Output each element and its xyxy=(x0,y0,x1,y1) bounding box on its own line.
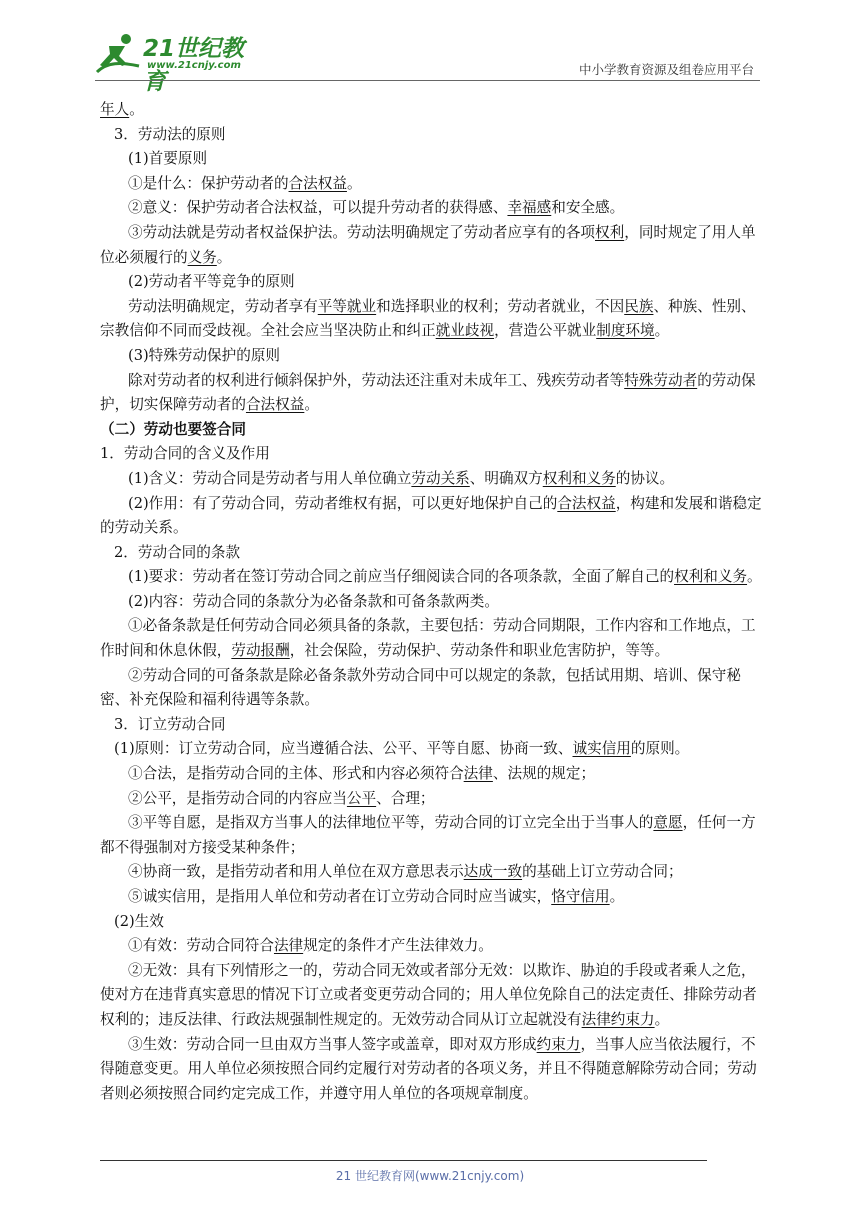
paragraph: (1)原则：订立劳动合同，应当遵循合法、公平、平等自愿、协商一致、诚实信用的原则。 xyxy=(114,740,690,758)
paragraph: (1)含义：劳动合同是劳动者与用人单位确立劳动关系、明确双方权利和义务的协议。 xyxy=(128,469,675,487)
paragraph: ③生效：劳动合同一旦由双方当事人签字或盖章，即对双方形成约束力，当事人应当依法履行，不得随意变更。用人单位必须按照合同约定履行对劳动者的各项义务，并且不得随意解除劳动合同；劳动者则必须按照合同约定完成工作，并遵守用人单位的各项规章制度。 xyxy=(100,1035,757,1102)
document-body xyxy=(100,98,762,1106)
paragraph: ②意义：保护劳动者合法权益，可以提升劳动者的获得感、幸福感和安全感。 xyxy=(128,199,625,217)
paragraph: (1)要求：劳动者在签订劳动合同之前应当仔细阅读合同的各项条款，全面了解自己的权利和义务。 xyxy=(128,568,762,586)
paragraph: ③劳动法就是劳动者权益保护法。劳动法明确规定了劳动者应享有的各项权利，同时规定了用人单位必须履行的义务。 xyxy=(100,223,756,266)
site-logo[interactable] xyxy=(95,28,265,95)
runner-icon xyxy=(95,32,143,74)
subsection-heading: (2)劳动者平等竞争的原则 xyxy=(128,273,295,291)
section-heading: 3．订立劳动合同 xyxy=(114,715,226,733)
paragraph: ③平等自愿，是指双方当事人的法律地位平等，劳动合同的订立完全出于当事人的意愿，任何一方都不得强制对方接受某种条件； xyxy=(100,814,756,856)
paragraph: ②无效：具有下列情形之一的，劳动合同无效或者部分无效：以欺诈、胁迫的手段或者乘人之危，使对方在违背真实意思的情况下订立或者变更劳动合同的；用人单位免除自己的法定责任、排除劳动者权利的；违反法律、行政法规强制性规定的。无效劳动合同从订立起就没有法律约束力。 xyxy=(100,961,757,1028)
paragraph: 劳动法明确规定，劳动者享有平等就业和选择职业的权利；劳动者就业，不因民族、种族、性别、宗教信仰不同而受歧视。全社会应当坚决防止和纠正就业歧视，营造公平就业制度环境。 xyxy=(100,297,756,340)
paragraph: ①有效：劳动合同符合法律规定的条件才产生法律效力。 xyxy=(128,937,493,955)
section-heading: 2．劳动合同的条款 xyxy=(114,543,241,561)
subsection-heading: (3)特殊劳动保护的原则 xyxy=(128,346,281,364)
subsection-heading: (2)生效 xyxy=(114,912,164,930)
paragraph: ①是什么：保护劳动者的合法权益。 xyxy=(128,174,362,192)
paragraph: ①必备条款是任何劳动合同必须具备的条款，主要包括：劳动合同期限，工作内容和工作地点，工作时间和休息休假，劳动报酬，社会保险，劳动保护、劳动条件和职业危害防护，等等。 xyxy=(100,617,756,660)
logo-url: www.21cnjy.com xyxy=(147,60,241,71)
paragraph: ④协商一致，是指劳动者和用人单位在双方意思表示达成一致的基础上订立劳动合同； xyxy=(128,863,683,881)
paragraph: 年人。 xyxy=(100,101,144,118)
section-heading: 1．劳动合同的含义及作用 xyxy=(100,445,270,463)
logo-text: 21世纪教育 xyxy=(143,36,245,95)
section-heading: 3．劳动法的原则 xyxy=(114,125,226,143)
page-header xyxy=(95,28,760,95)
footer-divider xyxy=(100,1160,707,1161)
paragraph: ①合法，是指劳动合同的主体、形式和内容必须符合法律、法规的规定； xyxy=(128,765,596,783)
header-divider xyxy=(95,80,760,81)
paragraph: ②劳动合同的可备条款是除必备条款外劳动合同中可以规定的条款，包括试用期、培训、保守秘密、补充保险和福利待遇等条款。 xyxy=(100,666,741,709)
paragraph: ②公平，是指劳动合同的内容应当公平、合理； xyxy=(128,789,435,807)
subsection-heading: (1)首要原则 xyxy=(128,150,208,168)
footer-link[interactable]: 21 世纪教育网(www.21cnjy.com) xyxy=(335,1169,525,1183)
paragraph: ⑤诚实信用，是指用人单位和劳动者在订立劳动合同时应当诚实，恪守信用。 xyxy=(128,888,625,905)
section-title: （二）劳动也要签合同 xyxy=(100,420,246,438)
paragraph: (2)内容：劳动合同的条款分为必备条款和可备条款两类。 xyxy=(128,592,499,610)
paragraph: (2)作用：有了劳动合同，劳动者维权有据，可以更好地保护自己的合法权益，构建和发展和谐稳定的劳动关系。 xyxy=(100,494,762,537)
paragraph: 除对劳动者的权利进行倾斜保护外，劳动法还注重对未成年工、残疾劳动者等特殊劳动者的劳动保护，切实保障劳动者的合法权益。 xyxy=(100,371,756,414)
platform-name: 中小学教育资源及组卷应用平台 xyxy=(578,62,754,77)
